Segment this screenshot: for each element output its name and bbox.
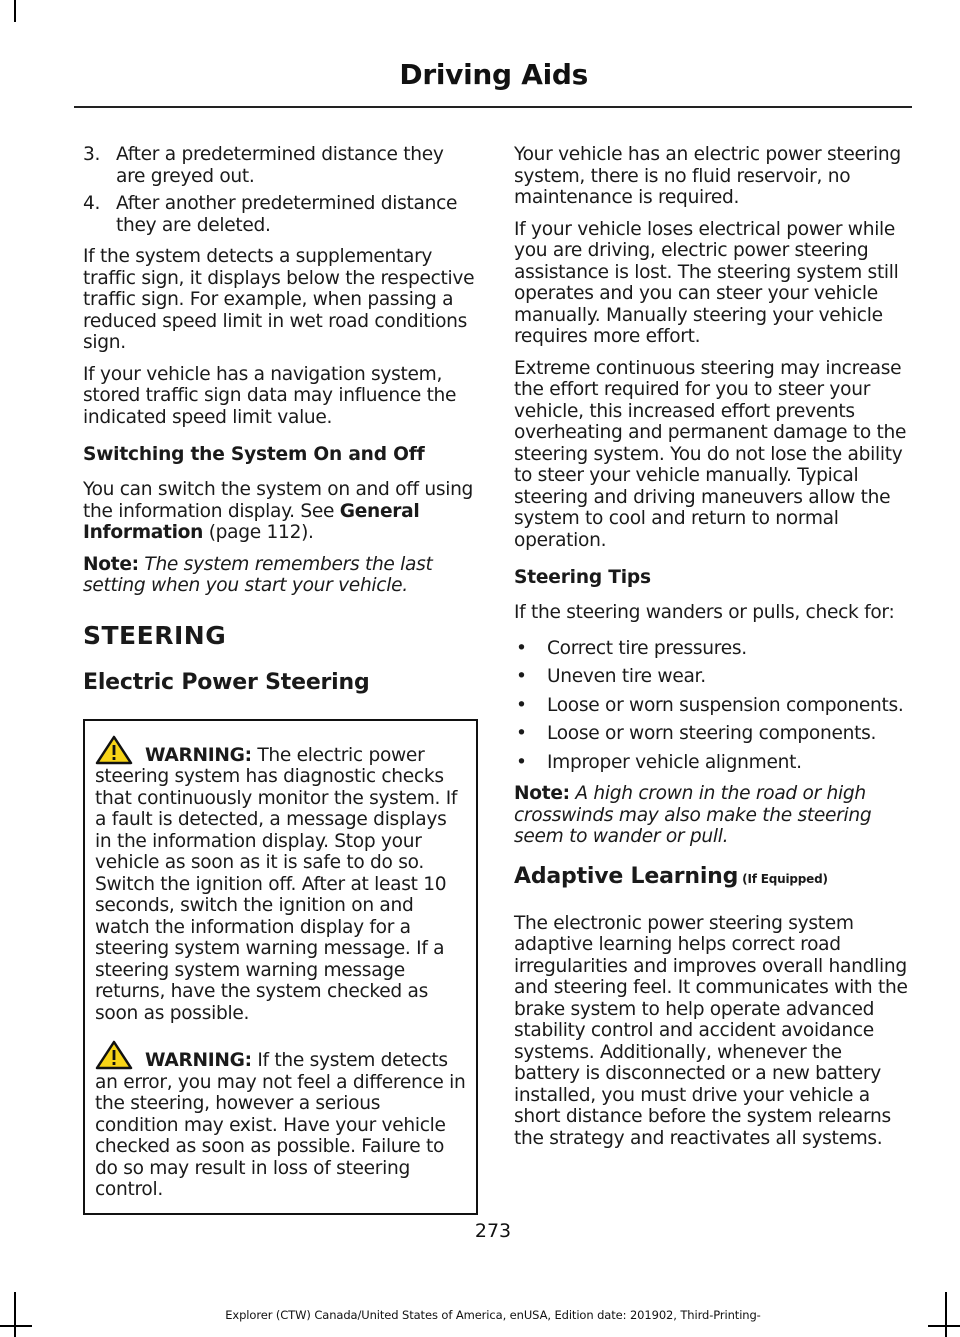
list-item: 4. After another predetermined distance they are deleted. [83,193,458,236]
bullet-icon: • [516,666,527,687]
crop-mark-bottom-right-h [928,1325,960,1327]
warning-triangle-icon [95,735,137,765]
bullet-icon: • [516,723,527,744]
warning-box [83,719,478,1215]
subheading: Steering Tips [514,567,651,588]
warning-paragraph: WARNING: The electric power steering system has diagnostic checks that continuously monitor the system. If a fault is detected, a message displays in the information display. Stop your vehicle as soon as it is safe to do so. Switch the ignition off. After at least 10 seconds, switch the ignition on and watch the information display for a steering system warning message. If a steering system warning message returns, have the system checked as soon as possible. [95,735,468,1025]
note: Note: A high crown in the road or high crosswinds may also make the steering seem to wander or pull. [514,783,872,847]
bullet-item: • Loose or worn steering components. [516,723,877,744]
paragraph: If the steering wanders or pulls, check for: [514,602,895,623]
left-column [83,144,478,1215]
warning-paragraph: WARNING: If the system detects an error, you may not feel a difference in the steering, however a serious condition may exist. Have your vehicle checked as soon as possible. Failure to do so may result in loss of steering control. [95,1040,468,1201]
bullet-icon: • [516,637,527,659]
paragraph: If your vehicle loses electrical power while you are driving, electric power steering assistance is lost. The steering system still operates and you can steer your vehicle manually. Manually steering your vehicle requires more effort. [514,218,899,347]
crop-mark-bottom-left-h [0,1325,32,1327]
bullet-item: • Loose or worn suspension components. [516,694,904,716]
page-number: 273 [474,1220,512,1242]
chapter-heading: STEERING [83,620,227,650]
paragraph: Your vehicle has an electric power steering system, there is no fluid reservoir, no maintenance is required. [514,144,901,208]
paragraph: Extreme continuous steering may increase the effort required for you to steer your vehicle, this increased effort prevents overheating and permanent damage to the steering system. You do not lose the ability to steer your vehicle manually. Typical steering and driving maneuvers allow the system to cool and return to normal operation. [514,357,907,551]
bullet-item: • Uneven tire wear. [516,666,706,687]
bullet-icon: • [516,694,527,716]
header-divider [74,106,912,108]
paragraph: The electronic power steering system adaptive learning helps correct road irregularities and improves overall handling and steering feel. It communicates with the brake system to help operate advanced stability control and accident avoidance systems. Additionally, whenever the battery is disconnected or a new battery installed, you must drive your vehicle a short distance before the system relearns the strategy and reactivates all systems. [514,912,908,1149]
footer-edition-info: Explorer (CTW) Canada/United States of America, enUSA, Edition date: 201902, Third-Printing- [225,1308,761,1322]
section-heading: Adaptive Learning (If Equipped) [514,863,828,889]
right-column [514,144,910,1159]
paragraph: If the system detects a supplementary traffic sign, it displays below the respective traffic sign. For example, when passing a reduced speed limit in wet road conditions sign. [83,246,475,353]
note: Note: The system remembers the last setting when you start your vehicle. [83,553,433,596]
list-item: 3. After a predetermined distance they are greyed out. [83,144,444,187]
bullet-item: • Improper vehicle alignment. [516,751,802,773]
bullet-item: • Correct tire pressures. [516,637,747,659]
subheading: Switching the System On and Off [83,444,425,465]
section-title: Driving Aids [399,58,588,91]
cross-reference-link[interactable]: General Information [83,500,420,543]
bullet-icon: • [516,751,527,773]
warning-triangle-icon [95,1040,137,1070]
section-heading: Electric Power Steering [83,669,370,695]
paragraph: If your vehicle has a navigation system, stored traffic sign data may influence the indicated speed limit value. [83,363,457,428]
paragraph: You can switch the system on and off using the information display. See General Information (page 112). [83,479,474,543]
crop-mark-top-left [14,0,16,22]
